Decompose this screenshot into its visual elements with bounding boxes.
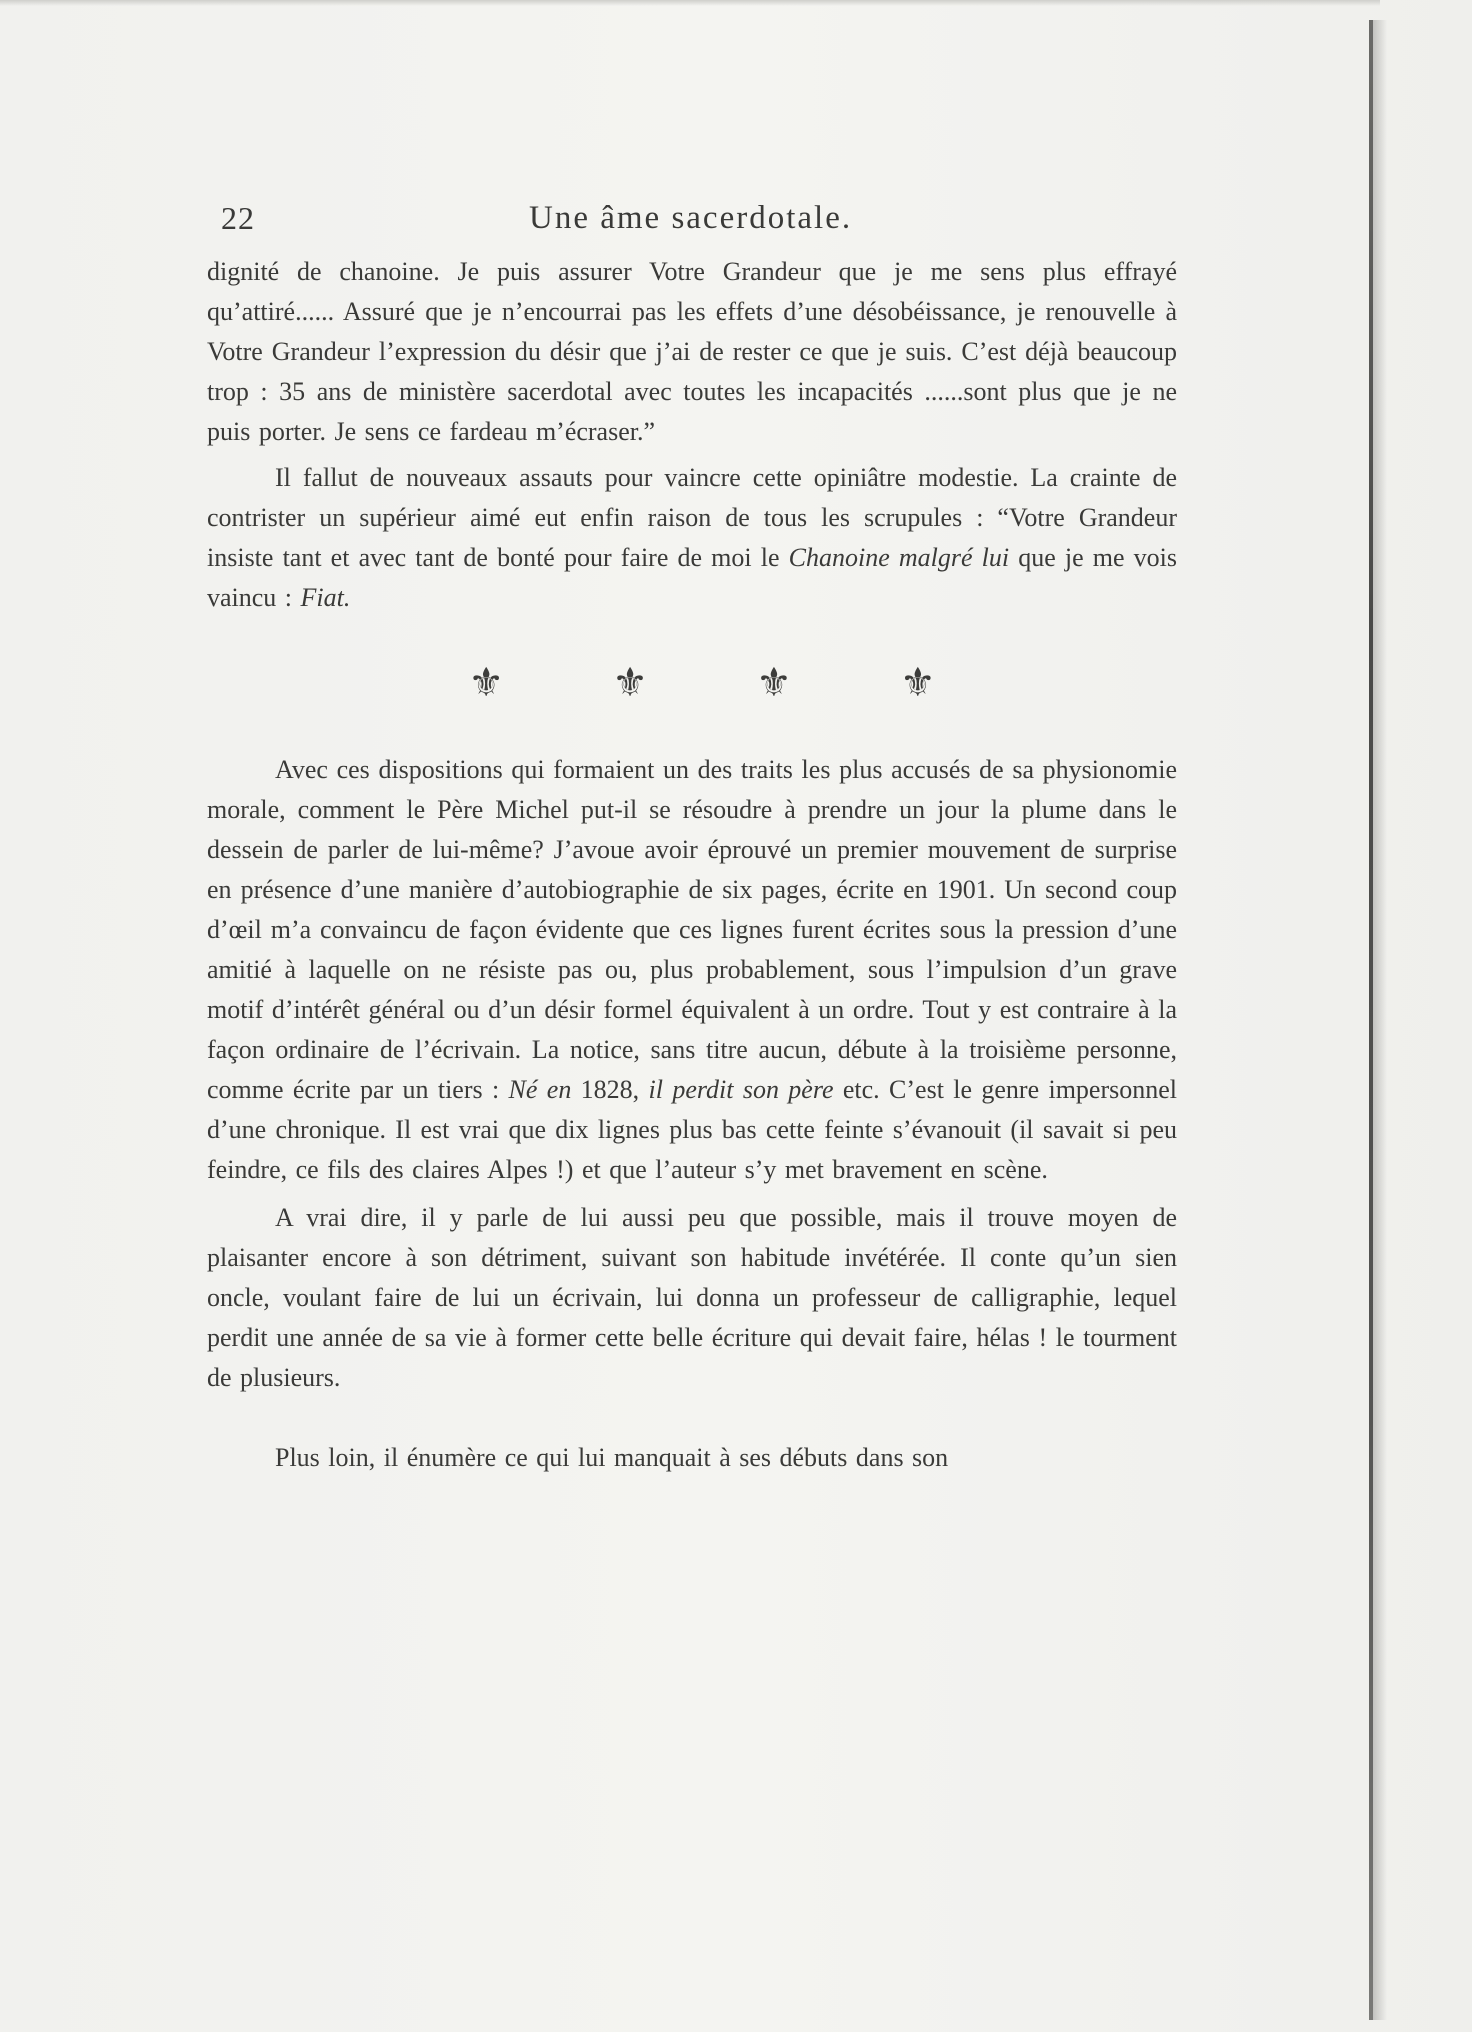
paragraph-3-text: Avec ces dispositions qui formaient un des traits les plus accusés de sa physionomie morale, comment le Père Michel put-il se résoudre à prendre un jour la plume dans le dessein de parler de lui-même? J’avoue avoir éprouvé un premier mouvement de surprise en présence d’une manière d’autobiographie de six pages, écrite en 1901. Un second coup d’œil m’a convaincu de façon évidente que ces lignes furent écrites sous la pression d’une amitié à laquelle on ne résiste pas ou, plus probablement, sous l’impulsion d’un grave motif d’intérêt général ou d’un désir formel équivalent à un ordre. Tout y est contraire à la façon ordinaire de l’écrivain. La notice, sans titre aucun, débute à la troisième personne, comme écrite par un tiers : xyxy=(207,755,1177,1104)
paragraph-4: A vrai dire, il y parle de lui aussi peu que possible, mais il trouve moyen de plaisanter encore à son détriment, suivant son habitude invétérée. Il conte qu’un sien oncle, voulant faire de lui un écrivain, lui donna un professeur de calligraphie, lequel perdit une année de sa vie à former cette belle écriture qui devait faire, hélas ! le tourment de plusieurs. xyxy=(207,1203,1177,1392)
paragraph-3 xyxy=(207,750,1177,1190)
paragraph-3-text-end: etc. C’est le genre impersonnel d’une chronique. Il est vrai que dix lignes plus bas cette feinte s’évanouit (il savait si peu feindre, ce fils des claires Alpes !) et que l’auteur s’y met bravement en scène. xyxy=(207,1075,1177,1184)
paragraph-3-year: 1828, xyxy=(571,1075,649,1104)
paragraph-1: dignité de chanoine. Je puis assurer Votre Grandeur que je me sens plus effrayé qu’attiré...... Assuré que je n’encourrai pas les effets d’une désobéissance, je renouvelle à Votre Grandeur l’expression du désir que j’ai de rester ce que je suis. C’est déjà beaucoup trop : 35 ans de ministère sacerdotal avec toutes les incapacités ......sont plus que je ne puis porter. Je sens ce fardeau m’écraser.” xyxy=(207,257,1177,446)
text-block xyxy=(207,200,1177,1478)
fleur-de-lis-icon: ⚜ xyxy=(468,660,505,706)
fleur-de-lis-icon: ⚜ xyxy=(756,660,792,706)
paragraph-2-italic-end: Fiat. xyxy=(300,583,351,612)
binding-shadow xyxy=(1373,20,1387,2020)
paragraph-3-italic-2: il perdit son père xyxy=(648,1075,834,1104)
page-top-edge xyxy=(0,0,1380,6)
paragraph-2 xyxy=(207,458,1177,618)
fleuron-divider xyxy=(207,660,1177,706)
paragraph-2-italic: Chanoine malgré lui xyxy=(788,543,1010,572)
paragraph-2-text-mid: que je me vois vaincu : xyxy=(207,543,1177,612)
paragraph-5: Plus loin, il énumère ce qui lui manquait à ses débuts dans son xyxy=(275,1443,949,1472)
paragraph-3-italic-1: Né en xyxy=(508,1075,572,1104)
fleur-de-lis-icon: ⚜ xyxy=(899,660,936,706)
running-title: Une âme sacerdotale. xyxy=(529,200,853,236)
paragraph-2-text: Il fallut de nouveaux assauts pour vaincre cette opiniâtre modestie. La crainte de contrister un supérieur aimé eut enfin raison de tous les scrupules : “Votre Grandeur insiste tant et avec tant de bonté pour faire de moi le xyxy=(207,463,1177,572)
fleur-de-lis-icon: ⚜ xyxy=(612,660,648,706)
running-header xyxy=(207,200,1177,252)
page-number: 22 xyxy=(221,200,255,236)
